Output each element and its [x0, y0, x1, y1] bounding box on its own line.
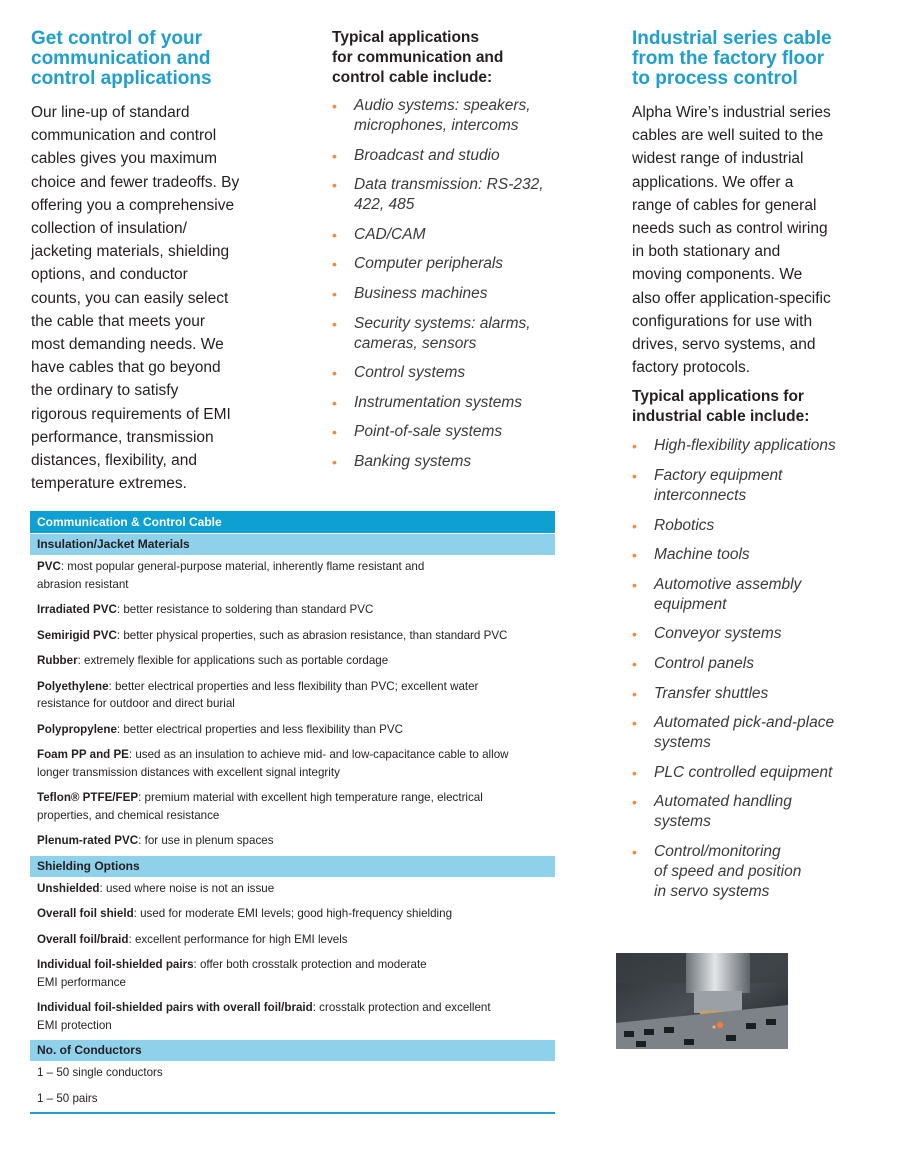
table-body [30, 534, 555, 1114]
bullet-icon: • [632, 438, 637, 455]
table-row-description: longer transmission distances with excellent signal integrity [37, 765, 340, 779]
left-column [31, 29, 281, 495]
list-item-line: equipment [654, 595, 727, 613]
table-row-description: : used as an insulation to achieve mid- and low-capacitance cable to allow [128, 748, 509, 761]
table-row-description: : used for moderate EMI levels; good high-frequency shielding [133, 907, 453, 920]
table-row-line [37, 1017, 548, 1035]
body-line: the ordinary to satisfy [31, 382, 179, 400]
list-item [632, 575, 882, 615]
list-item-line: 422, 485 [354, 196, 415, 214]
right-subheading-line: Typical applications for [632, 388, 804, 406]
bullet-icon: • [632, 576, 637, 593]
list-item [332, 314, 582, 354]
table-row-term: Foam PP and PE [37, 748, 129, 761]
table-row [30, 996, 555, 1039]
list-item-line: Audio systems: speakers, [354, 97, 531, 114]
table-row-description: : excellent performance for high EMI levels [128, 932, 348, 946]
table-row-description: : premium material with excellent high temperature range, electrical [138, 791, 483, 804]
list-item [632, 842, 882, 902]
list-item [632, 624, 882, 644]
table-row-term: Polypropylene [37, 722, 117, 736]
body-line: configurations for use with [632, 312, 813, 330]
list-item-line: in servo systems [654, 882, 770, 900]
list-item [632, 763, 882, 783]
body-line: cables are well suited to the [632, 127, 824, 145]
table-row-description: abrasion resistant [37, 577, 129, 591]
table-row-description: resistance for outdoor and direct burial [37, 697, 235, 710]
list-item-line: Automated handling [654, 793, 792, 811]
table-row-line [37, 956, 548, 974]
table-row [30, 786, 555, 829]
middle-heading-line: control cable include: [332, 69, 493, 86]
list-item [632, 684, 882, 704]
bullet-icon: • [332, 98, 337, 114]
list-item-line: Security systems: alarms, [354, 314, 531, 332]
body-line: drives, servo systems, and [632, 336, 816, 354]
bullet-icon: • [332, 285, 337, 302]
left-body-text [31, 101, 281, 495]
table-row-description: EMI protection [37, 1018, 112, 1032]
list-item [332, 225, 582, 245]
table-row [30, 624, 555, 650]
list-item [332, 452, 582, 472]
middle-column [332, 28, 582, 472]
bullet-icon: • [632, 517, 637, 534]
industrial-applications-list [632, 436, 882, 902]
right-body-text [632, 101, 882, 379]
list-item-line: cameras, sensors [354, 334, 477, 352]
body-line: counts, you can easily select [31, 289, 229, 307]
table-row-line [37, 905, 548, 923]
left-heading [31, 29, 281, 89]
table-row-line [37, 974, 548, 992]
table-row-term: Rubber [37, 654, 78, 667]
list-item-line: Computer peripherals [354, 255, 504, 273]
middle-heading [332, 28, 582, 88]
list-item-line: Instrumentation systems [354, 393, 522, 411]
table-row-description: properties, and chemical resistance [37, 808, 220, 822]
table-row-term: Semirigid PVC [37, 628, 117, 642]
table-row-description: : better resistance to soldering than standard PVC [116, 603, 374, 616]
body-line: Alpha Wire’s industrial series [632, 104, 831, 121]
table-row-line [37, 807, 548, 825]
body-line: the cable that meets your [31, 312, 206, 330]
table-row-line [37, 746, 548, 764]
machine-tool-illustration [616, 953, 788, 1049]
table-row [30, 829, 555, 855]
bullet-icon: • [332, 226, 337, 243]
left-heading-line: communication and [31, 48, 211, 69]
body-line: factory protocols. [632, 359, 751, 377]
list-item-line: Factory equipment [654, 467, 783, 485]
table-row-line [37, 576, 548, 594]
list-item-line: Transfer shuttles [654, 684, 769, 702]
right-subheading-line: industrial cable include: [632, 408, 810, 426]
table-row-line [37, 880, 548, 898]
table-row [30, 555, 555, 598]
list-item [632, 466, 882, 506]
right-heading-line: from the factory floor [632, 48, 825, 69]
bullet-icon: • [332, 365, 337, 382]
body-line: needs such as control wiring [632, 220, 828, 238]
list-item-line: Data transmission: RS-232, [354, 176, 544, 194]
table-row-term: Individual foil-shielded pairs with overall foil/braid [37, 1001, 313, 1014]
table-row [30, 928, 555, 954]
list-item-line: Banking systems [354, 452, 472, 470]
table-row-term: Polyethylene [37, 679, 109, 693]
list-item [632, 436, 882, 456]
body-line: communication and control [31, 127, 217, 145]
table-row [30, 598, 555, 624]
list-item-line: microphones, intercoms [354, 117, 519, 134]
body-line: also offer application-specific [632, 289, 831, 307]
bullet-icon: • [332, 177, 337, 194]
cable-options-table [30, 511, 555, 1114]
body-line: applications. We offer a [632, 173, 794, 191]
list-item-line: Automotive assembly [654, 575, 802, 593]
list-item [632, 713, 882, 753]
list-item-line: Broadcast and studio [354, 146, 500, 164]
list-item-line: interconnects [654, 487, 747, 505]
list-item [332, 393, 582, 413]
list-item [332, 284, 582, 304]
list-item [332, 146, 582, 166]
list-item-line: of speed and position [654, 862, 802, 880]
right-column [632, 29, 882, 902]
table-row-term: PVC [37, 560, 61, 573]
body-line: Our line-up of standard [31, 104, 190, 121]
table-row-description: EMI performance [37, 975, 126, 989]
table-row-line [37, 558, 548, 576]
list-item-line: PLC controlled equipment [654, 763, 833, 781]
table-row-line [37, 627, 548, 645]
middle-heading-line: for communication and [332, 49, 504, 66]
list-item [332, 175, 582, 215]
table-row-line [37, 832, 548, 850]
table-row [30, 743, 555, 786]
list-item-line: Machine tools [654, 546, 750, 564]
body-line: range of cables for general [632, 196, 817, 214]
bullet-icon: • [632, 626, 637, 643]
table-row-line [37, 601, 548, 619]
body-line: jacketing materials, shielding [31, 243, 230, 261]
table-row-description: : for use in plenum spaces [138, 834, 274, 847]
bullet-icon: • [632, 656, 637, 672]
machine-tool-photo [616, 953, 788, 1049]
table-row-term: Overall foil/braid [37, 932, 129, 946]
list-item-line: Control systems [354, 364, 466, 382]
bullet-icon: • [632, 468, 637, 485]
table-row-description: : better electrical properties and less flexibility than PVC [116, 722, 404, 736]
table-title: Communication & Control Cable [30, 511, 555, 533]
list-item-line: Control panels [654, 655, 754, 672]
body-line: temperature extremes. [31, 475, 187, 493]
table-row [30, 902, 555, 928]
body-line: in both stationary and [632, 243, 781, 261]
list-item [332, 363, 582, 383]
right-heading-line: to process control [632, 68, 798, 89]
table-row [30, 877, 555, 903]
table-row-line [37, 1064, 548, 1082]
table-row [30, 953, 555, 996]
bullet-icon: • [332, 453, 337, 470]
table-row-line [37, 678, 548, 696]
body-line: rigorous requirements of EMI [31, 405, 231, 423]
right-heading [632, 29, 882, 89]
bullet-icon: • [332, 424, 337, 441]
list-item [332, 422, 582, 442]
right-heading-line: Industrial series cable [632, 28, 832, 49]
table-row-line [37, 789, 548, 807]
table-section-header: Insulation/Jacket Materials [30, 534, 555, 555]
list-item-line: Robotics [654, 516, 715, 534]
body-line: offering you a comprehensive [31, 196, 235, 214]
table-row-term: Irradiated PVC [37, 603, 117, 616]
table-row-description: 1 – 50 single conductors [37, 1066, 163, 1079]
table-row-description: : offer both crosstalk protection and moderate [193, 958, 427, 971]
table-row [30, 1061, 555, 1087]
body-line: widest range of industrial [632, 150, 804, 168]
middle-heading-line: Typical applications [332, 29, 480, 46]
body-line: performance, transmission [31, 428, 214, 446]
bullet-icon: • [632, 794, 637, 811]
table-row-line [37, 695, 548, 713]
list-item-line: High-flexibility applications [654, 437, 836, 455]
table-row-line [37, 1090, 548, 1108]
table-section-header: No. of Conductors [30, 1040, 555, 1061]
bullet-icon: • [332, 315, 337, 332]
list-item-line: systems [654, 734, 711, 752]
bullet-icon: • [632, 715, 637, 732]
list-item [632, 654, 882, 674]
table-row-line [37, 721, 548, 739]
table-row-description: 1 – 50 pairs [37, 1091, 98, 1105]
table-row-description: : extremely flexible for applications such as portable cordage [77, 654, 389, 667]
right-subheading [632, 387, 882, 427]
bullet-icon: • [332, 394, 337, 411]
bullet-icon: • [632, 685, 637, 702]
bullet-icon: • [632, 843, 637, 860]
left-heading-line: Get control of your [31, 28, 202, 49]
table-row-term: Overall foil shield [37, 907, 134, 920]
body-line: collection of insulation/ [31, 220, 187, 238]
list-item [632, 545, 882, 565]
body-line: options, and conductor [31, 266, 188, 284]
body-line: moving components. We [632, 266, 803, 284]
table-row-description: : used where noise is not an issue [99, 881, 275, 895]
list-item [332, 254, 582, 274]
list-item-line: Automated pick-and-place [654, 714, 835, 732]
list-item-line: Point-of-sale systems [354, 423, 503, 441]
list-item [332, 96, 582, 136]
list-item-line: CAD/CAM [354, 225, 426, 243]
table-row-line [37, 931, 548, 949]
table-row-term: Unshielded [37, 881, 100, 895]
communication-applications-list [332, 96, 582, 472]
body-line: most demanding needs. We [31, 336, 224, 354]
table-row-term: Plenum-rated PVC [37, 834, 139, 847]
body-line: choice and fewer tradeoffs. By [31, 173, 240, 191]
body-line: cables gives you maximum [31, 150, 218, 168]
table-row-term: Individual foil-shielded pairs [37, 958, 194, 971]
table-row-description: : most popular general-purpose material, inherently flame resistant and [60, 560, 425, 573]
list-item-line: Conveyor systems [654, 625, 782, 643]
table-row [30, 649, 555, 675]
list-item-line: Control/monitoring [654, 842, 781, 860]
body-line: have cables that go beyond [31, 359, 221, 377]
table-row [30, 718, 555, 744]
table-row [30, 1087, 555, 1115]
table-row-line [37, 652, 548, 670]
table-row-line [37, 764, 548, 782]
bullet-icon: • [632, 547, 637, 564]
list-item [632, 792, 882, 832]
left-heading-line: control applications [31, 68, 212, 89]
list-item-line: Business machines [354, 284, 488, 302]
table-row-description: : better physical properties, such as abrasion resistance, than standard PVC [116, 628, 508, 642]
table-section-header: Shielding Options [30, 856, 555, 877]
table-row-description: : better electrical properties and less flexibility than PVC; excellent water [108, 679, 479, 693]
list-item-line: systems [654, 813, 711, 831]
table-row-line [37, 999, 548, 1017]
bullet-icon: • [332, 147, 337, 164]
bullet-icon: • [632, 764, 637, 781]
bullet-icon: • [332, 256, 337, 273]
table-row [30, 675, 555, 718]
list-item [632, 516, 882, 536]
table-row-term: Teflon® PTFE/FEP [37, 791, 139, 804]
body-line: distances, flexibility, and [31, 452, 197, 470]
table-row-description: : crosstalk protection and excellent [312, 1001, 491, 1014]
